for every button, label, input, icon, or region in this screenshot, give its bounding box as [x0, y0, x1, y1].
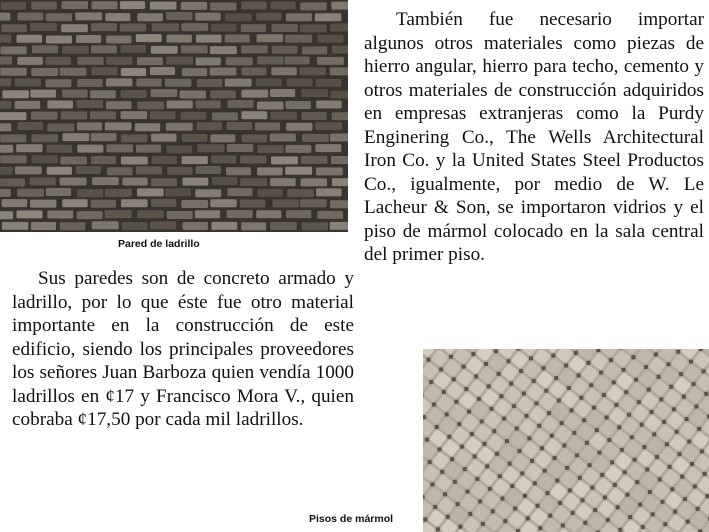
marble-floor-image [423, 349, 709, 532]
marble-photo-caption: Pisos de mármol [309, 513, 394, 525]
brick-photo-caption: Pared de ladrillo [118, 238, 200, 250]
marble-floor-photo [423, 349, 709, 532]
brick-wall-photo [0, 0, 348, 232]
brick-wall-image [0, 0, 348, 232]
paragraph-walls: Sus paredes son de concreto armado y ladrillo, por lo que éste fue otro material importante en la construcción de este edificio, siendo los principales proveedores los señores Juan Barboza quien vendía 1000 ladrillos en ¢17 y Francisco Mora V., quien cobraba ¢17,50 por cada mil ladrillos. [12, 268, 354, 430]
paragraph-imported-materials: También fue necesario importar algunos otros materiales como piezas de hierro angular, hierro para techo, cemento y otros materiales de construcción adquiridos en empresas extranjeras como la Purdy Enginering Co., The Wells Architectural Iron Co. y la United States Steel Productos Co., igualmente, por medio de W. Le Lacheur & Son, se importaron vidrios y el piso de mármol colocado en la sala central del primer piso. [364, 9, 704, 265]
